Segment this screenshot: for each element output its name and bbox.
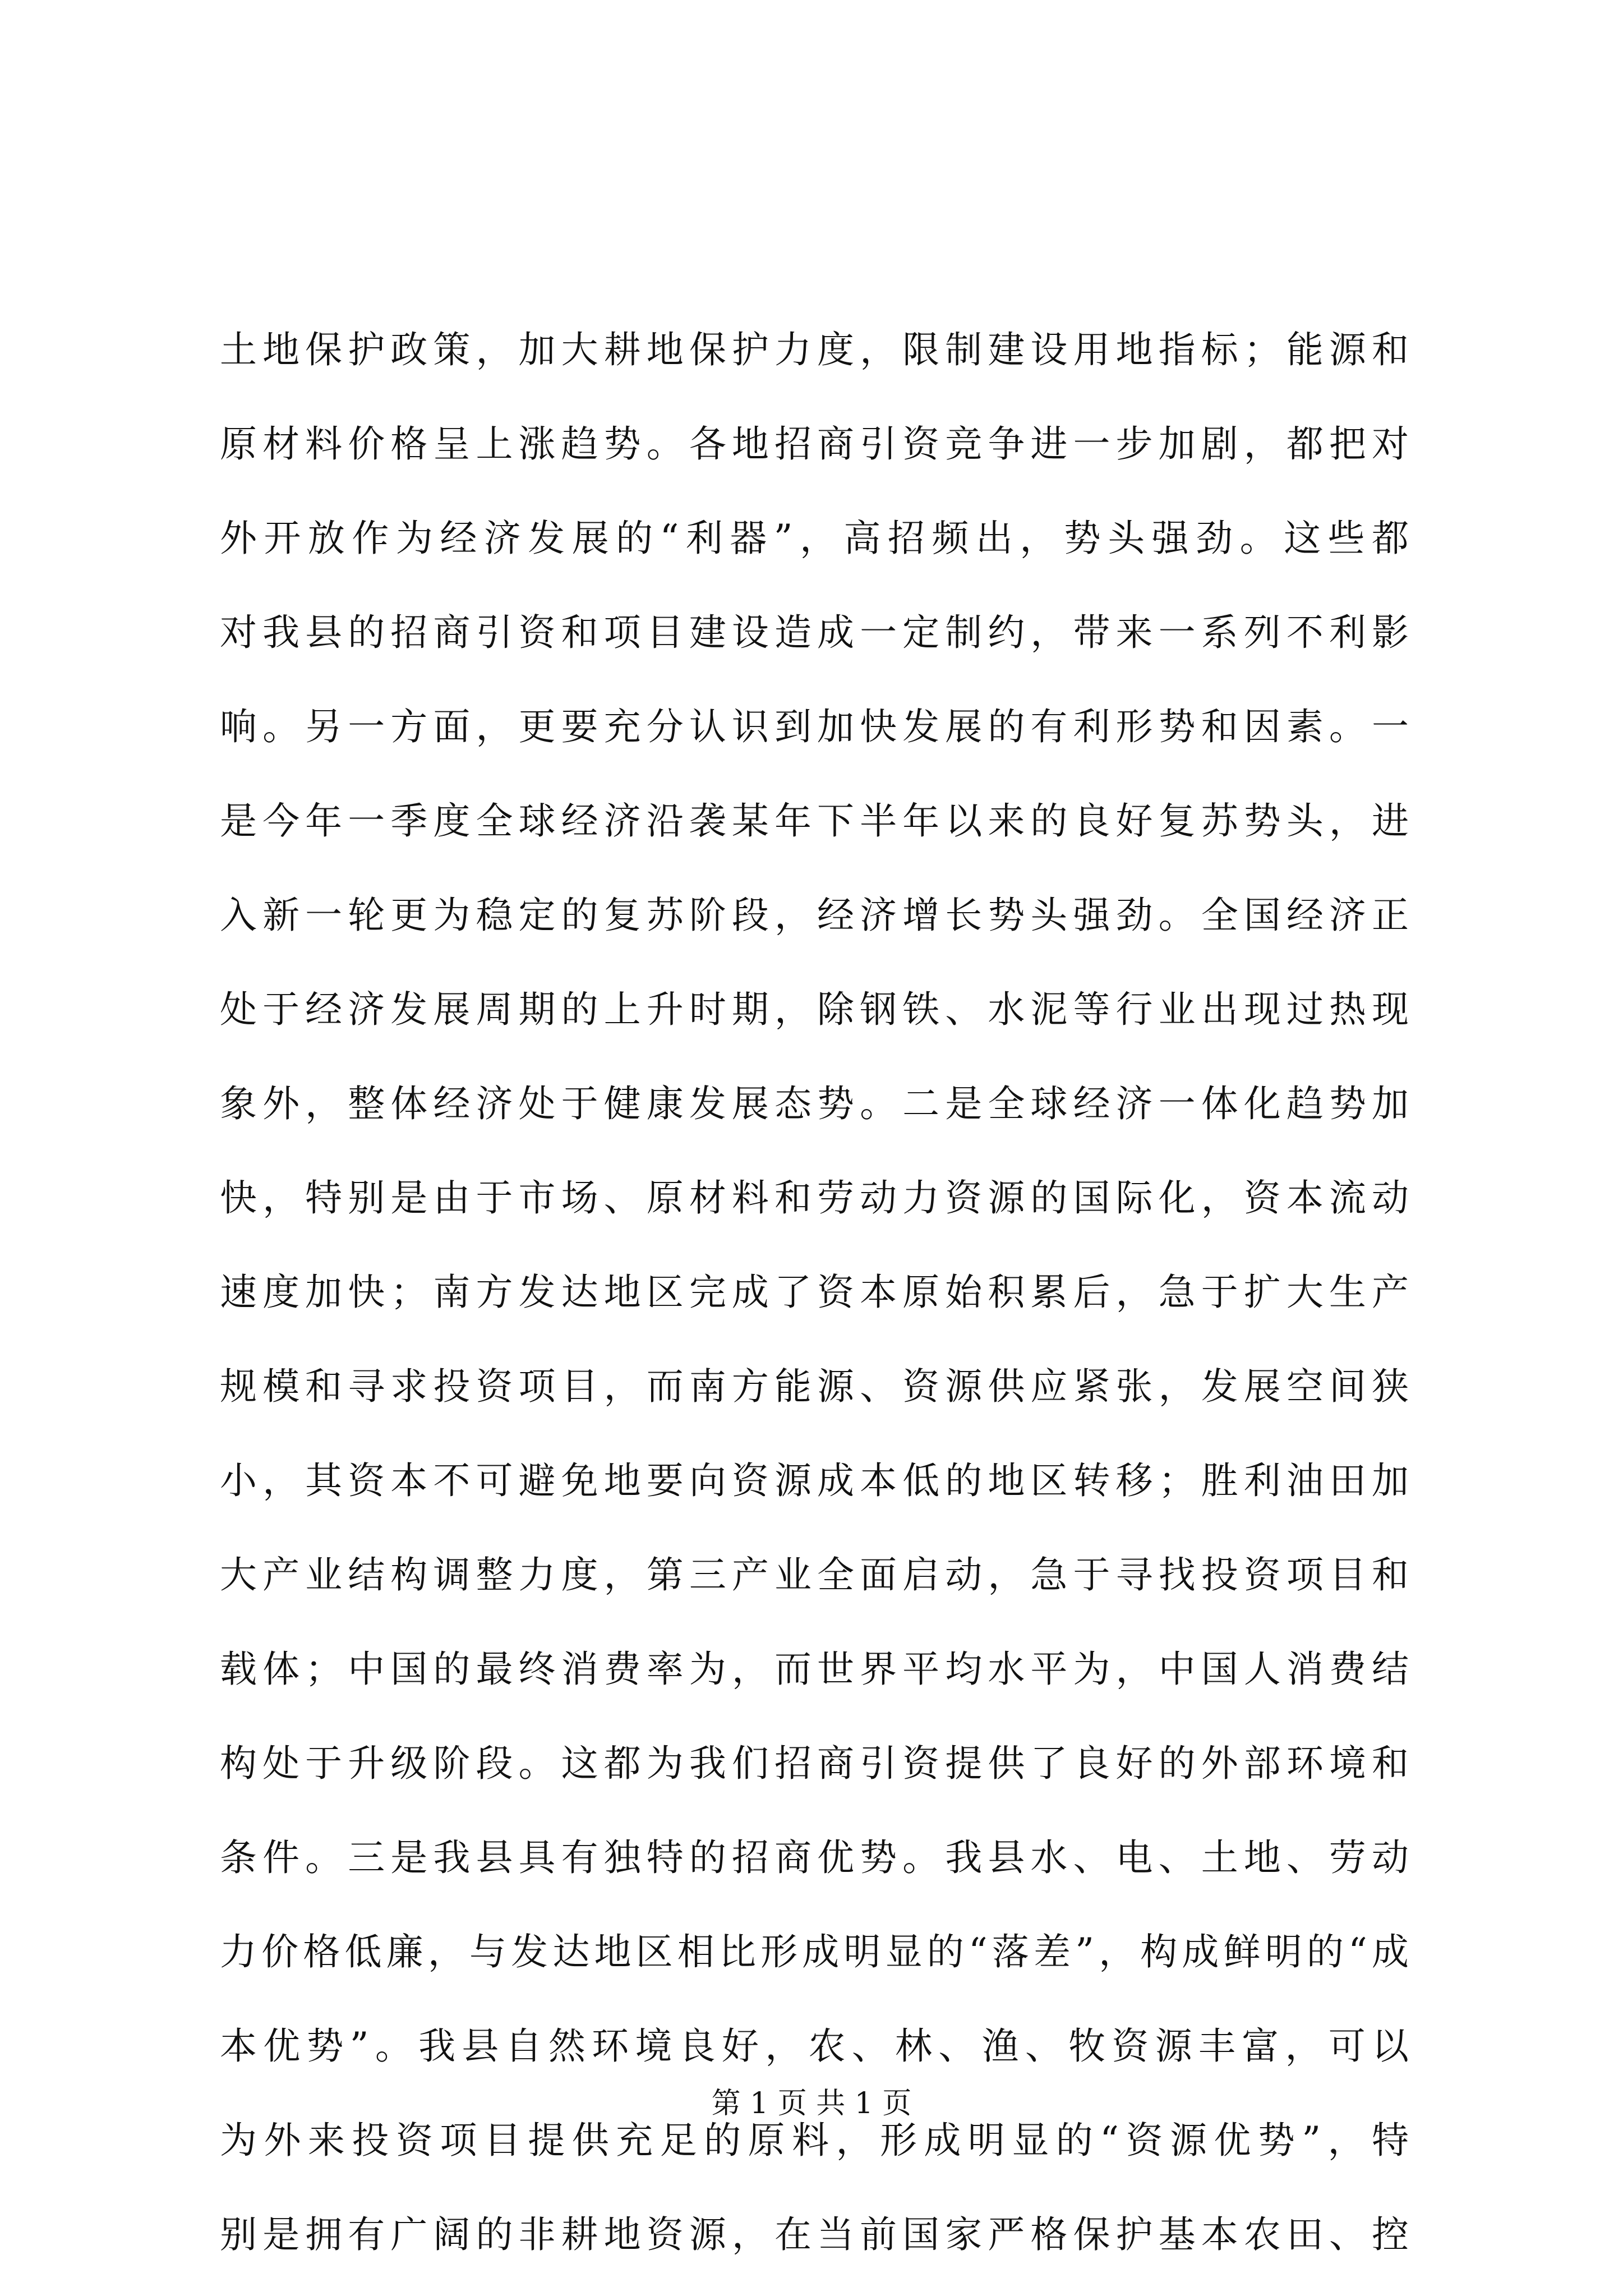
text-line: 构处于升级阶段。这都为我们招商引资提供了良好的外部环境和: [220, 1742, 1409, 1785]
text-line: 力价格低廉，与发达地区相比形成明显的“落差”，构成鲜明的“成: [220, 1930, 1409, 1973]
text-line: 为外来投资项目提供充足的原料，形成明显的“资源优势”，特: [220, 2119, 1409, 2162]
text-line: 载体；中国的最终消费率为，而世界平均水平为，中国人消费结: [220, 1648, 1409, 1691]
text-line: 规模和寻求投资项目，而南方能源、资源供应紧张，发展空间狭: [220, 1365, 1409, 1408]
text-line: 外开放作为经济发展的“利器”，高招频出，势头强劲。这些都: [220, 517, 1409, 560]
text-line: 原材料价格呈上涨趋势。各地招商引资竞争进一步加剧，都把对: [220, 422, 1409, 466]
body-text: [220, 303, 1409, 2282]
text-line: 响。另一方面，更要充分认识到加快发展的有利形势和因素。一: [220, 705, 1409, 748]
page-number: 第 1 页 共 1 页: [711, 2087, 912, 2120]
text-line: 速度加快；南方发达地区完成了资本原始积累后，急于扩大生产: [220, 1271, 1409, 1314]
text-line: 大产业结构调整力度，第三产业全面启动，急于寻找投资项目和: [220, 1553, 1409, 1596]
text-line: 土地保护政策，加大耕地保护力度，限制建设用地指标；能源和: [220, 328, 1409, 371]
text-line: 快，特别是由于市场、原材料和劳动力资源的国际化，资本流动: [220, 1176, 1409, 1220]
text-line: 是今年一季度全球经济沿袭某年下半年以来的良好复苏势头，进: [220, 799, 1409, 843]
text-line: 条件。三是我县具有独特的招商优势。我县水、电、土地、劳动: [220, 1836, 1409, 1879]
text-line: 入新一轮更为稳定的复苏阶段，经济增长势头强劲。全国经济正: [220, 894, 1409, 937]
text-line: 小，其资本不可避免地要向资源成本低的地区转移；胜利油田加: [220, 1459, 1409, 1502]
text-line: 处于经济发展周期的上升时期，除钢铁、水泥等行业出现过热现: [220, 988, 1409, 1031]
text-line: 本优势”。我县自然环境良好，农、林、渔、牧资源丰富，可以: [220, 2024, 1409, 2068]
text-line: 别是拥有广阔的非耕地资源，在当前国家严格保护基本农田、控: [220, 2213, 1409, 2256]
text-line: 对我县的招商引资和项目建设造成一定制约，带来一系列不利影: [220, 611, 1409, 654]
text-line: 象外，整体经济处于健康发展态势。二是全球经济一体化趋势加: [220, 1082, 1409, 1125]
page-footer: [0, 2081, 1623, 2126]
